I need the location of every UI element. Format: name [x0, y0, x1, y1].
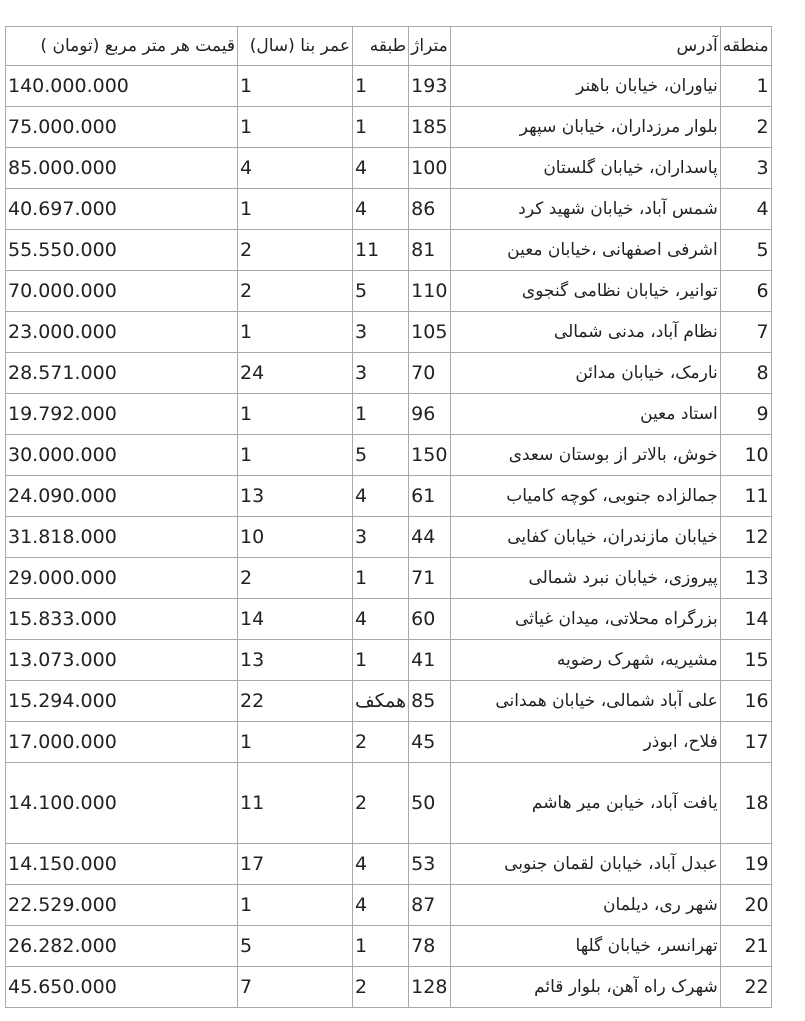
cell-age: 22 — [238, 681, 353, 722]
cell-region: 7 — [720, 312, 771, 353]
cell-area: 87 — [409, 885, 451, 926]
cell-address: شهر ری، دیلمان — [450, 885, 720, 926]
table-row — [6, 885, 772, 926]
cell-price: 28.571.000 — [6, 353, 238, 394]
cell-age: 14 — [238, 599, 353, 640]
cell-region: 2 — [720, 107, 771, 148]
table-row — [6, 271, 772, 312]
cell-address: نظام آباد، مدنی شمالی — [450, 312, 720, 353]
cell-floor: 11 — [353, 230, 409, 271]
cell-price: 29.000.000 — [6, 558, 238, 599]
cell-age: 17 — [238, 844, 353, 885]
cell-floor: 4 — [353, 189, 409, 230]
header-age: عمر بنا (سال) — [238, 27, 353, 66]
cell-floor: 4 — [353, 148, 409, 189]
cell-address: خوش، بالاتر از بوستان سعدی — [450, 435, 720, 476]
table-body — [6, 66, 772, 1008]
cell-price: 22.529.000 — [6, 885, 238, 926]
table-row — [6, 394, 772, 435]
cell-area: 105 — [409, 312, 451, 353]
cell-address: فلاح، ابوذر — [450, 722, 720, 763]
cell-area: 71 — [409, 558, 451, 599]
cell-region: 14 — [720, 599, 771, 640]
cell-area: 61 — [409, 476, 451, 517]
cell-price: 45.650.000 — [6, 967, 238, 1008]
cell-region: 9 — [720, 394, 771, 435]
cell-price: 24.090.000 — [6, 476, 238, 517]
cell-floor: 5 — [353, 271, 409, 312]
cell-floor: 1 — [353, 66, 409, 107]
cell-price: 30.000.000 — [6, 435, 238, 476]
cell-region: 5 — [720, 230, 771, 271]
table-row — [6, 107, 772, 148]
table-row — [6, 148, 772, 189]
cell-address: مشیریه، شهرک رضویه — [450, 640, 720, 681]
cell-region: 8 — [720, 353, 771, 394]
cell-age: 1 — [238, 312, 353, 353]
cell-address: بزرگراه محلاتی، میدان غیاثی — [450, 599, 720, 640]
header-region: منطقه — [720, 27, 771, 66]
cell-floor: 3 — [353, 353, 409, 394]
header-area: متراژ — [409, 27, 451, 66]
table-row — [6, 558, 772, 599]
cell-area: 41 — [409, 640, 451, 681]
cell-address: نارمک، خیابان مدائن — [450, 353, 720, 394]
cell-region: 19 — [720, 844, 771, 885]
cell-region: 15 — [720, 640, 771, 681]
table-row — [6, 435, 772, 476]
cell-area: 128 — [409, 967, 451, 1008]
cell-address: جمالزاده جنوبی، کوچه کامیاب — [450, 476, 720, 517]
cell-price: 13.073.000 — [6, 640, 238, 681]
cell-area: 86 — [409, 189, 451, 230]
cell-price: 15.294.000 — [6, 681, 238, 722]
cell-area: 44 — [409, 517, 451, 558]
cell-price: 31.818.000 — [6, 517, 238, 558]
cell-area: 150 — [409, 435, 451, 476]
property-price-table — [5, 26, 772, 1008]
table-row — [6, 476, 772, 517]
cell-region: 12 — [720, 517, 771, 558]
cell-age: 7 — [238, 967, 353, 1008]
cell-area: 70 — [409, 353, 451, 394]
cell-address: عبدل آباد، خیابان لقمان جنوبی — [450, 844, 720, 885]
cell-floor: 5 — [353, 435, 409, 476]
cell-price: 85.000.000 — [6, 148, 238, 189]
cell-area: 78 — [409, 926, 451, 967]
table-row — [6, 640, 772, 681]
cell-age: 4 — [238, 148, 353, 189]
cell-region: 18 — [720, 763, 771, 844]
cell-area: 60 — [409, 599, 451, 640]
table-row — [6, 353, 772, 394]
cell-address: پیروزی، خیابان نبرد شمالی — [450, 558, 720, 599]
cell-price: 17.000.000 — [6, 722, 238, 763]
cell-region: 4 — [720, 189, 771, 230]
cell-region: 6 — [720, 271, 771, 312]
cell-floor: 2 — [353, 722, 409, 763]
header-price: قیمت هر متر مربع (تومان ) — [6, 27, 238, 66]
cell-address: تهرانسر، خیابان گلها — [450, 926, 720, 967]
cell-region: 16 — [720, 681, 771, 722]
cell-price: 75.000.000 — [6, 107, 238, 148]
cell-age: 11 — [238, 763, 353, 844]
table-row — [6, 517, 772, 558]
cell-region: 20 — [720, 885, 771, 926]
cell-area: 100 — [409, 148, 451, 189]
cell-age: 24 — [238, 353, 353, 394]
cell-area: 85 — [409, 681, 451, 722]
cell-age: 13 — [238, 640, 353, 681]
cell-price: 70.000.000 — [6, 271, 238, 312]
cell-area: 193 — [409, 66, 451, 107]
cell-area: 185 — [409, 107, 451, 148]
table-row — [6, 967, 772, 1008]
cell-address: توانیر، خیابان نظامی گنجوی — [450, 271, 720, 312]
cell-price: 23.000.000 — [6, 312, 238, 353]
cell-age: 1 — [238, 885, 353, 926]
cell-floor: همکف — [353, 681, 409, 722]
cell-floor: 1 — [353, 640, 409, 681]
table-row — [6, 599, 772, 640]
cell-price: 15.833.000 — [6, 599, 238, 640]
cell-age: 10 — [238, 517, 353, 558]
cell-price: 19.792.000 — [6, 394, 238, 435]
cell-area: 53 — [409, 844, 451, 885]
cell-area: 81 — [409, 230, 451, 271]
cell-address: شهرک راه آهن، بلوار قائم — [450, 967, 720, 1008]
cell-floor: 4 — [353, 476, 409, 517]
cell-age: 1 — [238, 722, 353, 763]
cell-floor: 1 — [353, 107, 409, 148]
cell-region: 21 — [720, 926, 771, 967]
table-row — [6, 189, 772, 230]
cell-address: پاسداران، خیابان گلستان — [450, 148, 720, 189]
cell-address: بلوار مرزداران، خیابان سپهر — [450, 107, 720, 148]
header-address: آدرس — [450, 27, 720, 66]
cell-region: 17 — [720, 722, 771, 763]
cell-area: 45 — [409, 722, 451, 763]
cell-floor: 4 — [353, 599, 409, 640]
cell-age: 1 — [238, 107, 353, 148]
cell-age: 2 — [238, 558, 353, 599]
cell-age: 1 — [238, 394, 353, 435]
cell-age: 1 — [238, 435, 353, 476]
cell-region: 3 — [720, 148, 771, 189]
cell-price: 26.282.000 — [6, 926, 238, 967]
cell-address: نیاوران، خیابان باهنر — [450, 66, 720, 107]
cell-age: 13 — [238, 476, 353, 517]
cell-price: 14.150.000 — [6, 844, 238, 885]
header-floor: طبقه — [353, 27, 409, 66]
cell-price: 140.000.000 — [6, 66, 238, 107]
cell-address: علی آباد شمالی، خیابان همدانی — [450, 681, 720, 722]
cell-floor: 2 — [353, 967, 409, 1008]
cell-age: 1 — [238, 66, 353, 107]
table-row — [6, 681, 772, 722]
table-row — [6, 763, 772, 844]
table-row — [6, 66, 772, 107]
cell-floor: 3 — [353, 517, 409, 558]
cell-area: 96 — [409, 394, 451, 435]
cell-floor: 1 — [353, 926, 409, 967]
cell-address: خیابان مازندران، خیابان کفایی — [450, 517, 720, 558]
cell-area: 110 — [409, 271, 451, 312]
table-row — [6, 926, 772, 967]
cell-region: 10 — [720, 435, 771, 476]
table-row — [6, 312, 772, 353]
cell-floor: 4 — [353, 844, 409, 885]
cell-price: 14.100.000 — [6, 763, 238, 844]
cell-floor: 1 — [353, 558, 409, 599]
cell-age: 2 — [238, 230, 353, 271]
cell-area: 50 — [409, 763, 451, 844]
cell-floor: 2 — [353, 763, 409, 844]
cell-floor: 4 — [353, 885, 409, 926]
cell-region: 22 — [720, 967, 771, 1008]
cell-region: 1 — [720, 66, 771, 107]
table-row — [6, 844, 772, 885]
cell-address: شمس آباد، خیابان شهید کرد — [450, 189, 720, 230]
cell-address: استاد معین — [450, 394, 720, 435]
cell-address: یافت آباد، خیابن میر هاشم — [450, 763, 720, 844]
table-header-row — [6, 27, 772, 66]
cell-floor: 1 — [353, 394, 409, 435]
table-row — [6, 230, 772, 271]
cell-region: 13 — [720, 558, 771, 599]
cell-price: 55.550.000 — [6, 230, 238, 271]
cell-floor: 3 — [353, 312, 409, 353]
cell-age: 5 — [238, 926, 353, 967]
cell-age: 1 — [238, 189, 353, 230]
table-row — [6, 722, 772, 763]
cell-price: 40.697.000 — [6, 189, 238, 230]
cell-region: 11 — [720, 476, 771, 517]
cell-address: اشرفی اصفهانی ،خیابان معین — [450, 230, 720, 271]
cell-age: 2 — [238, 271, 353, 312]
